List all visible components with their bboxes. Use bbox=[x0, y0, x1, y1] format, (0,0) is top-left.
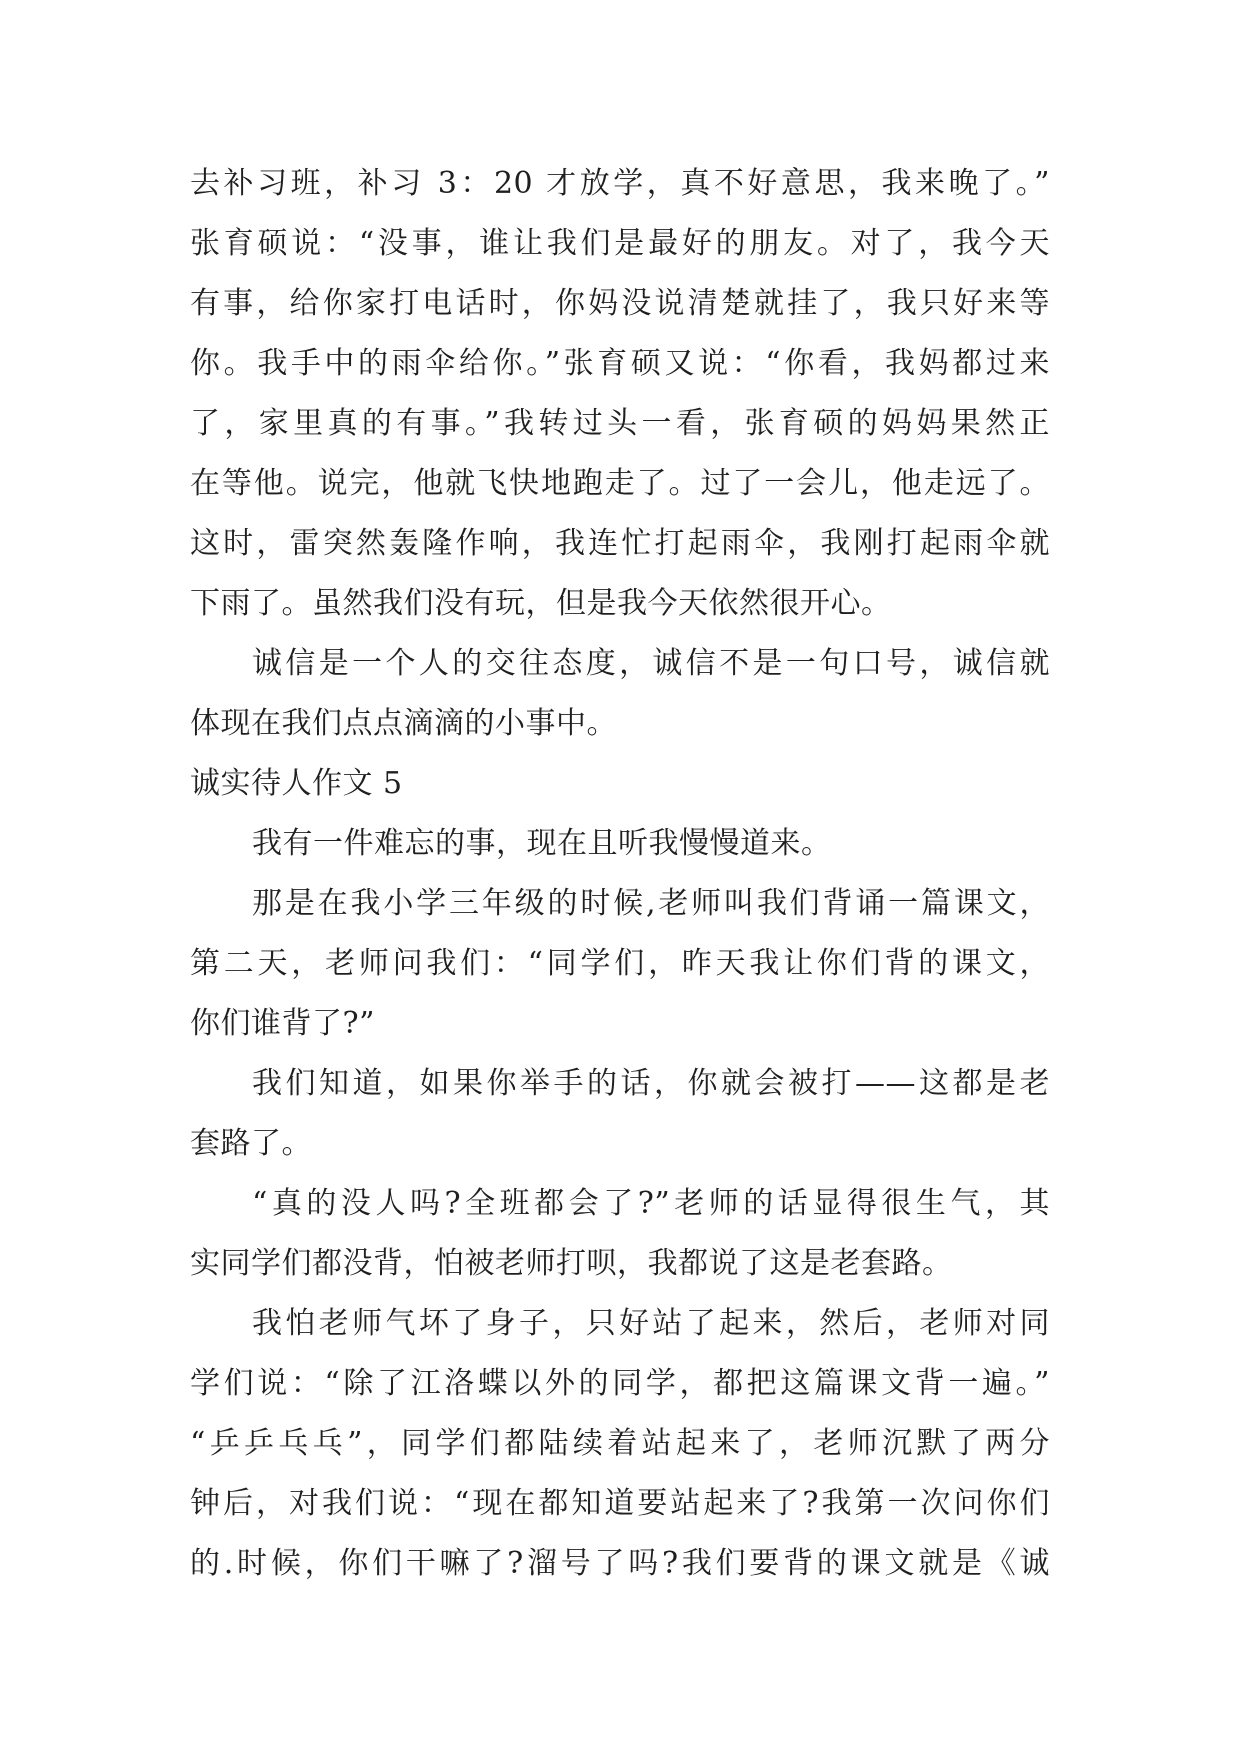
text-line: 我们知道，如果你举手的话，你就会被打——这都是老 bbox=[252, 1066, 1050, 1101]
text-line: 实同学们都没背，怕被老师打呗，我都说了这是老套路。 bbox=[190, 1246, 953, 1281]
text-line: 学们说：“除了江洛蝶以外的同学，都把这篇课文背一遍。” bbox=[190, 1366, 1050, 1401]
text-line: 你们谁背了?” bbox=[190, 1006, 375, 1041]
text-line: 诚信是一个人的交往态度，诚信不是一句口号，诚信就 bbox=[252, 646, 1050, 681]
text-line: 有事，给你家打电话时，你妈没说清楚就挂了，我只好来等 bbox=[190, 286, 1050, 321]
text-line: 我有一件难忘的事，现在且听我慢慢道来。 bbox=[252, 826, 832, 861]
text-line: 下雨了。虽然我们没有玩，但是我今天依然很开心。 bbox=[190, 586, 892, 621]
text-line: 那是在我小学三年级的时候,老师叫我们背诵一篇课文， bbox=[252, 886, 1050, 921]
text-line: 张育硕说：“没事，谁让我们是最好的朋友。对了，我今天 bbox=[190, 226, 1050, 261]
document-body bbox=[190, 154, 1050, 1594]
text-line: 在等他。说完，他就飞快地跑走了。过了一会儿，他走远了。 bbox=[190, 466, 1050, 501]
text-line: “真的没人吗?全班都会了?”老师的话显得很生气，其 bbox=[252, 1186, 1050, 1221]
text-line: 你。我手中的雨伞给你。”张育硕又说：“你看，我妈都过来 bbox=[190, 346, 1050, 381]
text-line: 的.时候，你们干嘛了?溜号了吗?我们要背的课文就是《诚 bbox=[190, 1546, 1050, 1581]
section-heading: 诚实待人作文 5 bbox=[190, 766, 403, 801]
text-line: 这时，雷突然轰隆作响，我连忙打起雨伞，我刚打起雨伞就 bbox=[190, 526, 1050, 561]
text-line: “乒乒乓乓”，同学们都陆续着站起来了，老师沉默了两分 bbox=[190, 1426, 1050, 1461]
text-line: 钟后，对我们说：“现在都知道要站起来了?我第一次问你们 bbox=[190, 1486, 1050, 1521]
text-line: 体现在我们点点滴滴的小事中。 bbox=[190, 706, 617, 741]
text-line: 了，家里真的有事。”我转过头一看，张育硕的妈妈果然正 bbox=[190, 406, 1050, 441]
text-line: 去补习班，补习 3：20 才放学，真不好意思，我来晚了。” bbox=[190, 166, 1050, 201]
text-line: 第二天，老师问我们：“同学们，昨天我让你们背的课文， bbox=[190, 946, 1050, 981]
text-line: 套路了。 bbox=[190, 1126, 312, 1161]
text-line: 我怕老师气坏了身子，只好站了起来，然后，老师对同 bbox=[252, 1306, 1050, 1341]
